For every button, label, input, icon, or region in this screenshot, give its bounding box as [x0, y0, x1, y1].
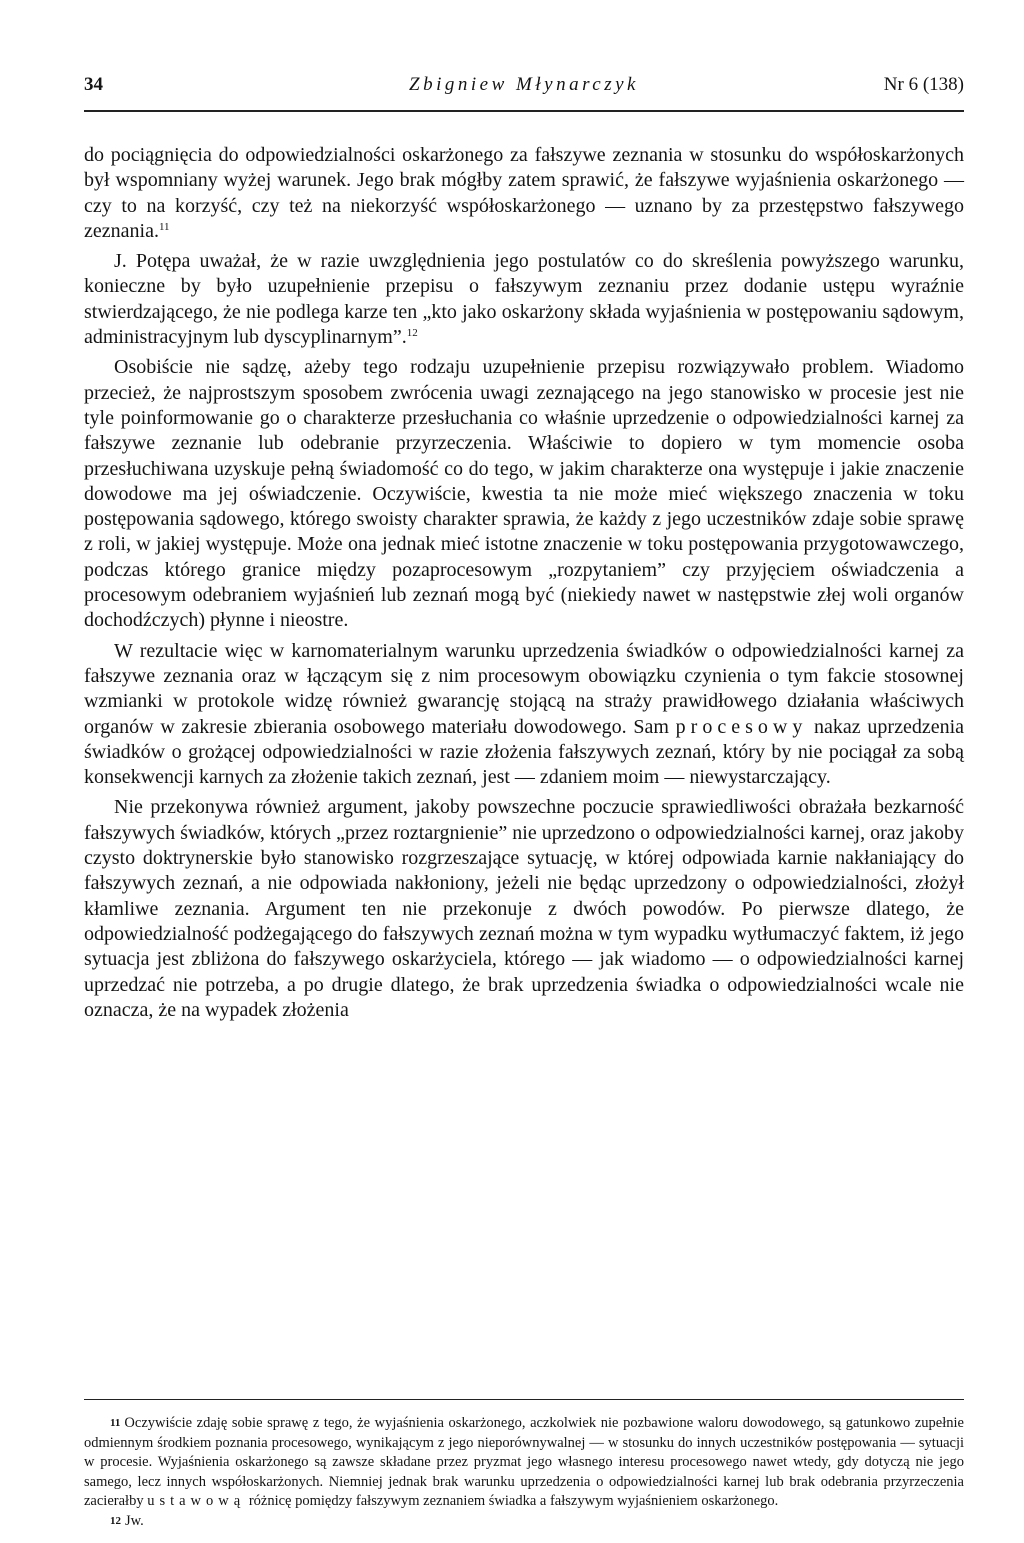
running-author: Zbigniew Młynarczyk [409, 74, 639, 95]
main-text [84, 143, 964, 1023]
footnote-11 [84, 1414, 964, 1512]
footnote-11-number: 11 [110, 1417, 121, 1429]
footnote-rule [84, 1399, 964, 1400]
paragraph-1-text: do pociągnięcia do odpowiedzialności oskarżonego za fałszywe zeznania w stosunku do współoskarżonych był wspomniany wyżej warunek. Jego brak mógłby zatem sprawić, że fałszywe wyjaśnienia oskarżonego — czy to na korzyść, czy też na niekorzyść współoskarżonego — uznano by za przestępstwo fałszywego zeznania. [84, 144, 964, 242]
paragraph-4-text-a: W rezultacie więc w karnomaterialnym warunku uprzedzenia świadków o odpowiedzialności karnej za fałszywe zeznania oraz w łączącym się z nim procesowym obowiązku czynienia o tym fakcie stosownej wzmianki w protokole widzę również gwarancję stojącą na straży prawidłowego działania właściwych organów w zakresie zbierania osobowego materiału dowodowego. Sam [84, 639, 964, 738]
paragraph-5: Nie przekonywa również argument, jakoby powszechne poczucie sprawiedliwości obrażała bezkarność fałszywych świadków, których „przez roztargnienie” nie uprzedzono o odpowiedzialności karnej, oraz jakoby czysto doktrynerskie było stanowisko rozgrzeszające sytuację, w której odpowiada karnie nakłaniający do fałszywych zeznań, a nie odpowiada nakłoniony, jeżeli nie będąc uprzedzony o odpowiedzialności, złożył kłamliwe zeznania. Argument ten nie przekonuje z dwóch powodów. Po pierwsze dlatego, że odpowiedzialność podżegającego do fałszywych zeznań można w tym wypadku wytłumaczyć faktem, iż jego sytuacja jest zbliżona do fałszywego oskarżyciela, którego — jak wiadomo — o odpowiedzialności karnej uprzedzać nie potrzeba, a po drugie dlatego, że brak uprzedzenia świadka o odpowiedzialności wcale nie oznacza, że na wypadek złożenia [84, 796, 964, 1021]
footnote-12-number: 12 [110, 1514, 121, 1527]
emphasis-spaced: procesowy [675, 715, 808, 738]
paragraph-3: Osobiście nie sądzę, ażeby tego rodzaju uzupełnienie przepisu rozwiązywało problem. Wiadomo przecież, że najprostszym sposobem zwrócenia uwagi zeznającego na jego stanowisko w procesie jest nie tyle poinformowanie go o charakterze przesłuchania co właśnie uprzedzenie o odpowiedzialności karnej za fałszywe zeznanie lub odebranie przyrzeczenia. Właściwie to dopiero w tym momencie osoba przesłuchiwana uzyskuje pełną świadomość co do tego, w jakim charakterze ona występuje i jakie znaczenie dowodowe ma jej oświadczenie. Oczywiście, kwestia ta nie może mieć większego znaczenia w toku postępowania sądowego, którego swoisty charakter sprawia, że każdy z jego uczestników zdaje sobie sprawę z roli, w jakiej występuje. Może ona jednak mieć istotne znaczenie w toku postępowania przygotowawczego, podczas którego granice między pozaprocesowym „rozpytaniem” czy przyjęciem oświadczenia a procesowym odebraniem wyjaśnień lub zeznań mogą być (niekiedy nawet w następstwie złej woli organów dochodźczych) płynne i nieostre. [84, 356, 964, 632]
paragraph-4-text-b: nakaz uprzedzenia świadków o grożącej odpowiedzialności w razie złożenia fałszywych zeznań, który by nie pociągał za sobą konsekwencji karnych za złożenie takich zeznań, jest — zdaniem moim — niewystarczający. [84, 715, 965, 789]
footnote-emphasis-spaced: ustawową [147, 1493, 246, 1509]
footnotes [84, 1414, 964, 1531]
footnote-12-text: Jw. [125, 1512, 144, 1529]
footnote-12 [84, 1512, 964, 1532]
paragraph-4 [84, 639, 964, 791]
footnote-11-text-b: różnicę pomiędzy fałszywym zeznaniem świadka a fałszywym wyjaśnieniem oskarżonego. [248, 1493, 779, 1509]
footnote-ref-11: 11 [158, 220, 170, 233]
paragraph-2-text: J. Potępa uważał, że w razie uwzględnienia jego postulatów co do skreślenia powyższego warunku, konieczne by było uzupełnienie przepisu o fałszywym zeznaniu przez dodanie ustępu wyraźnie stwierdzającego, że nie podlega karze ten „kto jako oskarżony składa wyjaśnienia w postępowaniu sądowym, administracyjnym lub dyscyplinarnym”. [84, 250, 964, 349]
footnote-11-text-a: Oczywiście zdaję sobie sprawę z tego, że wyjaśnienia oskarżonego, aczkolwiek nie pozbawione waloru dowodowego, są gatunkowo zupełnie odmiennym środkiem poznania procesowego, wynikającym z jego nieporównywalnej — w stosunku do innych uczestników postępowania — sytuacji w procesie. Wyjaśnienia oskarżonego są zawsze składane przez pryzmat jego własnego interesu procesowego nawet wtedy, gdy dotyczą nie jego samego, lecz innych współoskarżonych. Niemniej jednak brak warunku uprzedzenia o odpowiedzialności karnej lub brak odebrania przyrzeczenia zacierałby [84, 1415, 964, 1509]
issue-number: Nr 6 (138) [883, 74, 964, 95]
footnote-ref-12: 12 [406, 327, 418, 340]
running-header [84, 74, 964, 104]
paragraph-1 [84, 143, 964, 244]
paragraph-2 [84, 249, 964, 350]
page-number: 34 [84, 74, 103, 95]
header-rule [84, 110, 964, 112]
